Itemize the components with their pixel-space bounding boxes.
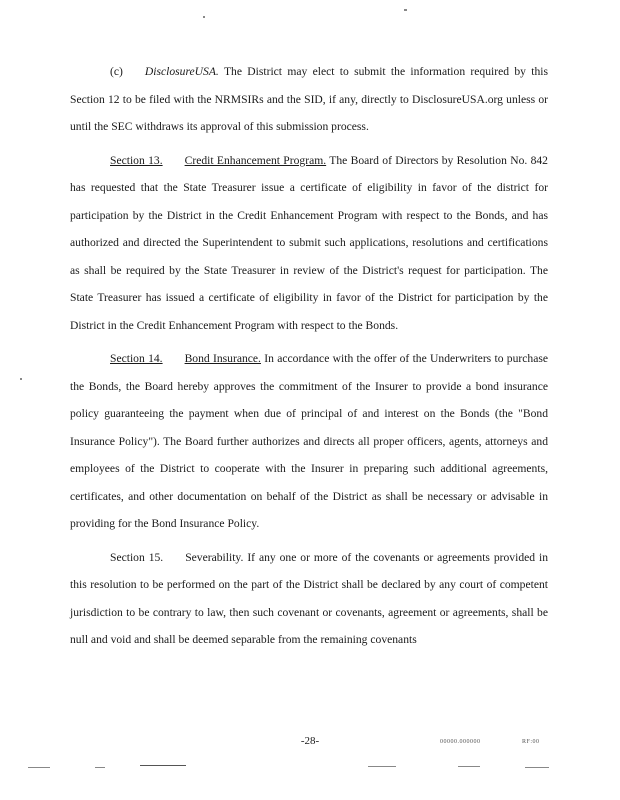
paragraph-section-14: [70, 345, 548, 538]
section-text: If any one or more of the covenants or agreements provided in this resolution to be performed on the part of the District shall be declared by any court of competent jurisdiction to be contrary to law, then such covenant or covenants, agreement or agreements, shall be null and void and shall be deemed separable from the remaining covenants: [70, 550, 549, 646]
scan-artifact: [95, 767, 105, 768]
scan-artifact: [404, 9, 407, 11]
section-label: Section 15.: [110, 550, 164, 564]
section-label: Section 14.: [110, 352, 163, 365]
scan-artifact: [203, 16, 205, 18]
section-label: Section 13.: [110, 153, 163, 167]
paragraph-section-13: [70, 147, 548, 340]
scan-artifact: [525, 767, 549, 768]
section-text: In accordance with the offer of the Underwriters to purchase the Bonds, the Board hereby approves the commitment of the Insurer to provide a bond insurance policy guaranteeing the payment when due of principal of and interest on the Bonds (the "Bond Insurance Policy"). The Board further authorizes and directs all proper officers, agents, attorneys and employees of the District to cooperate with the Insurer in preparing such additional agreements, certificates, and other documentation on behalf of the District as shall be necessary or advisable in providing for the Bond Insurance Policy.: [70, 352, 549, 530]
page-number: -28-: [300, 735, 320, 747]
section-heading: Credit Enhancement Program.: [184, 153, 327, 167]
scan-artifact: [458, 766, 480, 767]
paragraph-text: The District may elect to submit the information required by this Section 12 to be filed with the NRMSIRs and the SID, if any, directly to DisclosureUSA.org unless or until the SEC withdraws its approval of this submission process.: [70, 65, 548, 133]
paragraph-c: [70, 58, 548, 141]
section-heading: Severability.: [185, 550, 244, 564]
section-text: The Board of Directors by Resolution No. 842 has requested that the State Treasurer issue a certificate of eligibility in favor of the district for participation by the District in the Credit Enhancement Program with respect to the Bonds, and has authorized and directed the Superintendent to submit such applications, resolutions and certifications as shall be required by the State Treasurer in review of the District's request for participation. The State Treasurer has issued a certificate of eligibility in favor of the District for participation by the District in the Credit Enhancement Program with respect to the Bonds.: [70, 153, 548, 332]
paragraph-label: (c): [110, 65, 123, 78]
footer-doc-code: 00000.000000: [440, 739, 481, 745]
paragraph-section-15: [70, 544, 548, 654]
section-heading: Bond Insurance.: [184, 352, 261, 365]
scan-artifact: [368, 766, 396, 767]
scan-artifact: [28, 767, 50, 768]
paragraph-heading: DisclosureUSA.: [144, 65, 219, 78]
document-body: [70, 58, 548, 660]
scan-artifact: [20, 378, 22, 380]
scan-artifact: [140, 765, 186, 766]
footer-doc-ref: RF:00: [522, 739, 540, 745]
